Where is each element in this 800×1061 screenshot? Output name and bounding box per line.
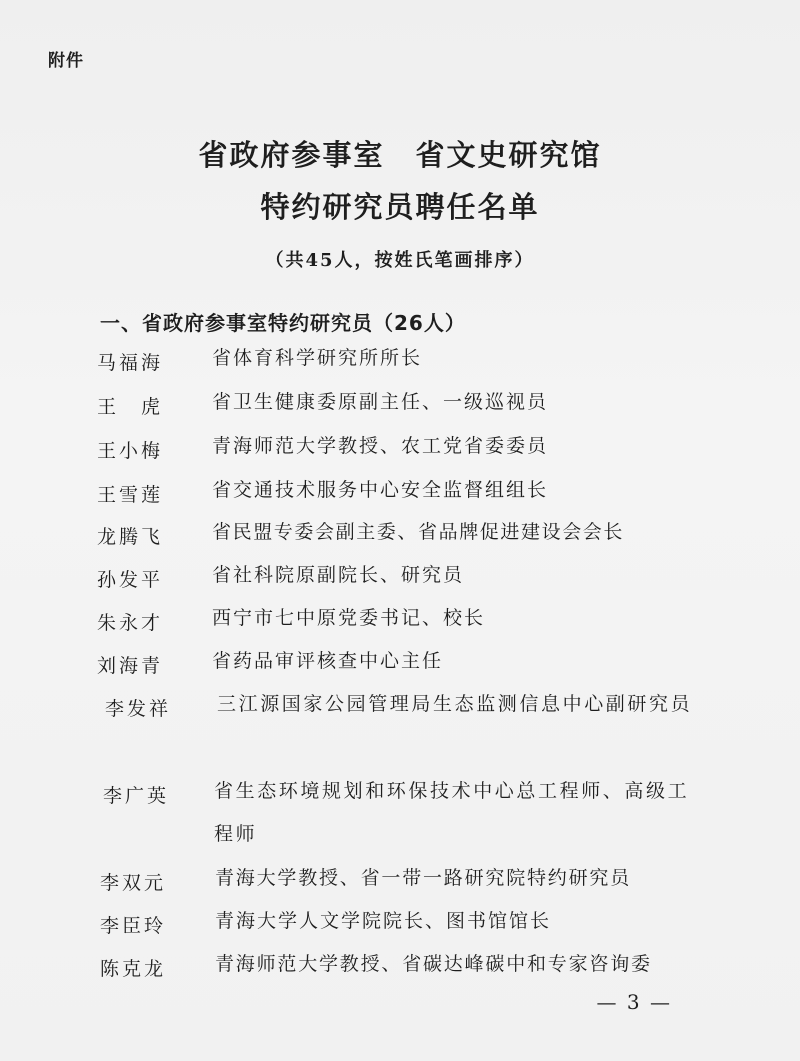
person-title: 省体育科学研究所所长 [212,347,423,369]
person-name: 孙发平 [97,569,164,591]
attachment-label: 附件 [48,51,84,71]
person-title: 省民盟专委会副主委、省品牌促进建设会会长 [212,521,625,543]
person-title: 青海大学人文学院院长、图书馆馆长 [215,910,552,932]
person-title: 青海大学教授、省一带一路研究院特约研究员 [215,867,632,889]
person-title: 省药品审评核查中心主任 [212,650,444,672]
person-name: 李臣玲 [100,915,167,937]
person-name: 王小梅 [97,440,164,462]
person-name: 李发祥 [105,698,172,720]
person-title: 西宁市七中原党委书记、校长 [212,607,486,629]
person-name: 马福海 [97,352,164,374]
document-title-line2: 特约研究员聘任名单 [260,190,540,224]
person-name: 陈克龙 [100,958,167,980]
person-title: 省卫生健康委原副主任、一级巡视员 [212,391,549,413]
person-title: 省生态环境规划和环保技术中心总工程师、高级工程师 [214,780,690,845]
person-name: 朱永才 [97,612,164,634]
page-number: — 3 — [596,990,672,1014]
person-title: 青海师范大学教授、农工党省委委员 [212,435,549,457]
person-name: 刘海青 [97,655,164,677]
person-name: 王 虎 [97,396,164,418]
person-title: 三江源国家公园管理局生态监测信息中心副研究员 [217,693,693,715]
person-title: 青海师范大学教授、省碳达峰碳中和专家咨询委 [215,953,652,975]
person-name: 王雪莲 [97,484,164,506]
person-title: 省社科院原副院长、研究员 [212,564,465,586]
document-subtitle: （共45人，按姓氏笔画排序） [265,250,535,271]
person-title: 省交通技术服务中心安全监督组组长 [212,479,549,501]
person-name: 李广英 [103,785,170,807]
section-heading: 一、省政府参事室特约研究员（26人） [100,311,466,335]
person-name: 李双元 [100,872,167,894]
document-title-line1: 省政府参事室 省文史研究馆 [198,138,602,172]
person-name: 龙腾飞 [97,526,164,548]
